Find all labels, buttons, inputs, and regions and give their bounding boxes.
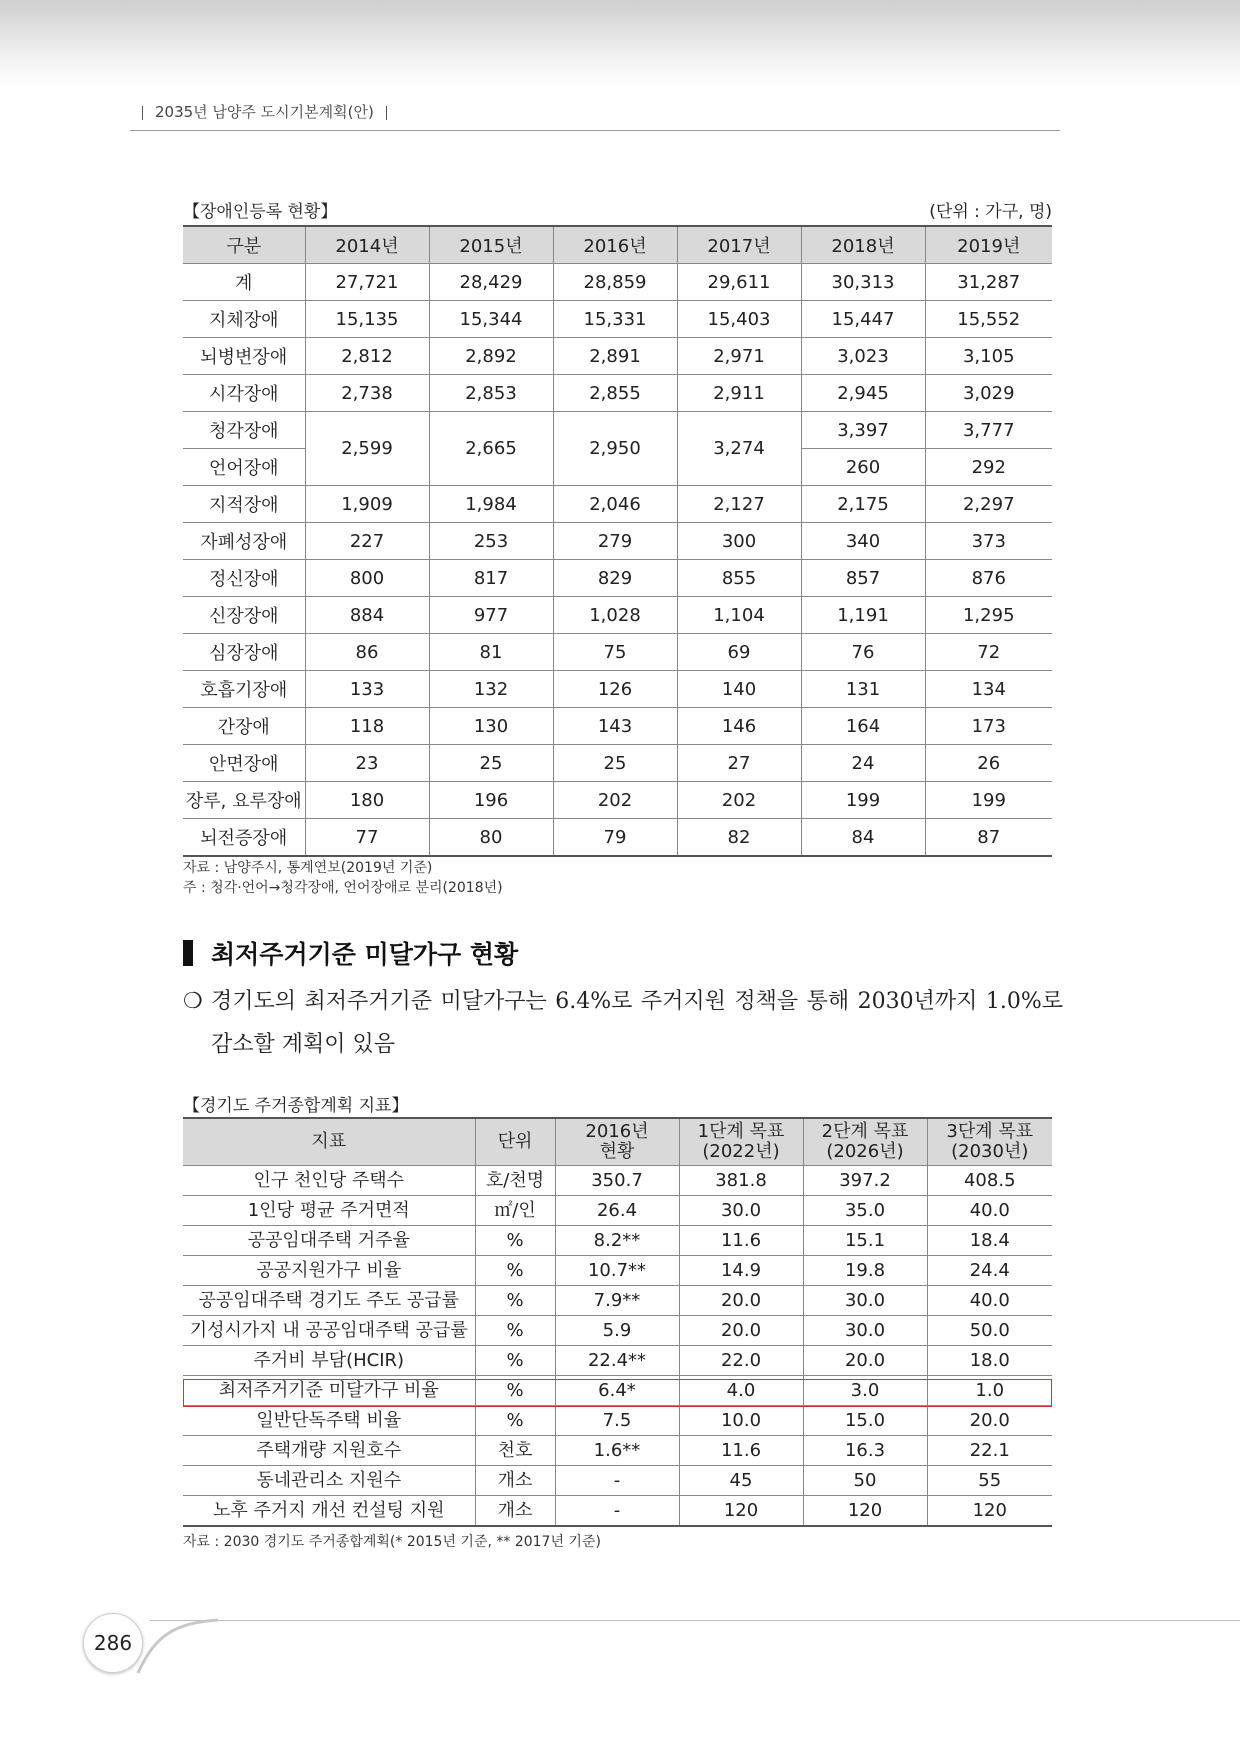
table-cell: 2,891 [553, 338, 677, 375]
table-row [183, 782, 1052, 819]
table-cell: 2,812 [305, 338, 429, 375]
table-cell: 3,777 [925, 412, 1052, 449]
table-cell: 45 [679, 1466, 803, 1496]
table-cell: 26.4 [555, 1196, 679, 1226]
table-cell: 253 [429, 523, 553, 560]
table-cell: 2,599 [305, 412, 429, 486]
table-row [183, 1436, 1052, 1466]
running-header [130, 98, 1060, 131]
table-cell: 2,175 [801, 486, 925, 523]
table1-unit: (단위 : 가구, 명) [929, 202, 1052, 222]
table-cell: % [475, 1256, 555, 1286]
table-row [183, 1496, 1052, 1527]
table-cell: 72 [925, 634, 1052, 671]
table-cell: 지적장애 [183, 486, 305, 523]
table-cell: 50 [803, 1466, 927, 1496]
table-cell: 25 [553, 745, 677, 782]
circle-bullet-icon: ❍ [183, 989, 203, 1014]
table-cell: 3.0 [803, 1376, 927, 1406]
table-cell: 75 [553, 634, 677, 671]
table-cell: 120 [927, 1496, 1052, 1527]
table-cell: 11.6 [679, 1226, 803, 1256]
header-line: 3단계 목표 [946, 1121, 1034, 1142]
page-number: 286 [83, 1613, 143, 1673]
table-row [183, 634, 1052, 671]
table-cell: 87 [925, 819, 1052, 857]
table-cell: 202 [553, 782, 677, 819]
table-cell: 82 [677, 819, 801, 857]
table-cell: 22.0 [679, 1346, 803, 1376]
table-cell: 30.0 [679, 1196, 803, 1226]
table-cell: 126 [553, 671, 677, 708]
table-cell: 202 [677, 782, 801, 819]
table-cell: 876 [925, 560, 1052, 597]
table-row [183, 745, 1052, 782]
table2-header-cell [555, 1118, 679, 1166]
housing-plan-indicator-table [183, 1117, 1052, 1527]
table-cell: 2,950 [553, 412, 677, 486]
table-cell: - [555, 1496, 679, 1527]
table-cell: 일반단독주택 비율 [183, 1406, 475, 1436]
table-cell: 69 [677, 634, 801, 671]
table-cell: 227 [305, 523, 429, 560]
table-cell: 최저주거기준 미달가구 비율 [183, 1376, 475, 1406]
table-cell: 120 [679, 1496, 803, 1527]
table-cell: 공공지원가구 비율 [183, 1256, 475, 1286]
table-cell: 25 [429, 745, 553, 782]
table1-header-cell: 2019년 [925, 226, 1052, 264]
table-cell: 15,447 [801, 301, 925, 338]
table-cell: % [475, 1406, 555, 1436]
table-cell: 간장애 [183, 708, 305, 745]
table-cell: 40.0 [927, 1286, 1052, 1316]
table-cell: 노후 주거지 개선 컨설팅 지원 [183, 1496, 475, 1527]
table-cell: 청각장애 [183, 412, 305, 449]
header-line: 1단계 목표 [697, 1121, 785, 1142]
table-cell: 55 [927, 1466, 1052, 1496]
table1-header-cell: 2014년 [305, 226, 429, 264]
table-row [183, 1346, 1052, 1376]
table-cell: 817 [429, 560, 553, 597]
table-cell: 373 [925, 523, 1052, 560]
table-cell: 28,859 [553, 264, 677, 301]
table-cell: 77 [305, 819, 429, 857]
table-cell: 2,046 [553, 486, 677, 523]
table1-caption: 【장애인등록 현황】 [183, 202, 338, 222]
table-cell: 381.8 [679, 1166, 803, 1196]
table-cell: 15.1 [803, 1226, 927, 1256]
table-cell: 829 [553, 560, 677, 597]
table-cell: 31,287 [925, 264, 1052, 301]
table-cell: 29,611 [677, 264, 801, 301]
table-cell: 2,855 [553, 375, 677, 412]
table-cell: 정신장애 [183, 560, 305, 597]
table-cell: 3,029 [925, 375, 1052, 412]
table-row [183, 412, 1052, 449]
table-cell: 180 [305, 782, 429, 819]
table-row [183, 338, 1052, 375]
table-cell: 3,274 [677, 412, 801, 486]
table-cell: 신장장애 [183, 597, 305, 634]
table-cell: 시각장애 [183, 375, 305, 412]
header-line: 현황 [599, 1141, 635, 1162]
table-cell: 20.0 [679, 1286, 803, 1316]
section-heading-text: 최저주거기준 미달가구 현황 [211, 940, 519, 969]
disability-registration-table [183, 225, 1052, 857]
table-cell: 5.9 [555, 1316, 679, 1346]
table-cell: % [475, 1226, 555, 1256]
table2-header-cell [803, 1118, 927, 1166]
table-cell: 131 [801, 671, 925, 708]
table-cell: 심장장애 [183, 634, 305, 671]
table-cell: 1,295 [925, 597, 1052, 634]
table1-source: 자료 : 남양주시, 통계연보(2019년 기준) [183, 860, 433, 876]
table-cell: 언어장애 [183, 449, 305, 486]
table-cell: 260 [801, 449, 925, 486]
table-cell: 1,909 [305, 486, 429, 523]
table-cell: 800 [305, 560, 429, 597]
table-cell: 340 [801, 523, 925, 560]
table-cell: 개소 [475, 1496, 555, 1527]
table-cell: % [475, 1346, 555, 1376]
table-cell: 2,853 [429, 375, 553, 412]
table-row [183, 1166, 1052, 1196]
table-cell: 15,344 [429, 301, 553, 338]
table1-header-cell: 2015년 [429, 226, 553, 264]
table-cell: 4.0 [679, 1376, 803, 1406]
header-line: (2022년) [702, 1141, 780, 1162]
table-cell: 18.4 [927, 1226, 1052, 1256]
header-line: (2030년) [951, 1141, 1029, 1162]
table-row [183, 1226, 1052, 1256]
table-cell: 350.7 [555, 1166, 679, 1196]
table-cell: 28,429 [429, 264, 553, 301]
table-cell: 79 [553, 819, 677, 857]
table-cell: 2,665 [429, 412, 553, 486]
heading-square-icon [183, 940, 193, 966]
table-cell: 23 [305, 745, 429, 782]
table-cell: 16.3 [803, 1436, 927, 1466]
table-row [183, 301, 1052, 338]
table-cell: 1.6** [555, 1436, 679, 1466]
table-cell: 2,892 [429, 338, 553, 375]
table-cell: 27,721 [305, 264, 429, 301]
table-cell: 계 [183, 264, 305, 301]
table-cell: 22.4** [555, 1346, 679, 1376]
table-cell: 10.0 [679, 1406, 803, 1436]
table-row [183, 264, 1052, 301]
table-cell: 15,331 [553, 301, 677, 338]
section-heading [183, 935, 518, 971]
table-cell: 15,403 [677, 301, 801, 338]
footer-line [150, 1620, 1240, 1621]
table-cell: 14.9 [679, 1256, 803, 1286]
table-cell: 천호 [475, 1436, 555, 1466]
table-cell: 408.5 [927, 1166, 1052, 1196]
table-row [183, 1376, 1052, 1406]
table-row [183, 708, 1052, 745]
table-cell: 공공임대주택 거주율 [183, 1226, 475, 1256]
table-cell: 개소 [475, 1466, 555, 1496]
table2-header-cell: 단위 [475, 1118, 555, 1166]
table-cell: 1인당 평균 주거면적 [183, 1196, 475, 1226]
table-cell: 133 [305, 671, 429, 708]
table-cell: 장루, 요루장애 [183, 782, 305, 819]
table-cell: 뇌병변장애 [183, 338, 305, 375]
table-cell: 397.2 [803, 1166, 927, 1196]
table-cell: 지체장애 [183, 301, 305, 338]
table-cell: % [475, 1316, 555, 1346]
table-cell: 2,738 [305, 375, 429, 412]
table-cell: 30,313 [801, 264, 925, 301]
table-cell: 15,135 [305, 301, 429, 338]
table-cell: 30.0 [803, 1286, 927, 1316]
table-cell: 164 [801, 708, 925, 745]
header-line: 2단계 목표 [821, 1121, 909, 1142]
table-cell: 86 [305, 634, 429, 671]
table-cell: 19.8 [803, 1256, 927, 1286]
table-cell: 20.0 [803, 1346, 927, 1376]
table-row [183, 486, 1052, 523]
table-cell: 7.5 [555, 1406, 679, 1436]
table-cell: 143 [553, 708, 677, 745]
table-cell: 3,397 [801, 412, 925, 449]
table-cell: 주택개량 지원호수 [183, 1436, 475, 1466]
table-cell: 130 [429, 708, 553, 745]
table-cell: 855 [677, 560, 801, 597]
table-row [183, 1316, 1052, 1346]
table-cell: 173 [925, 708, 1052, 745]
table-cell: 300 [677, 523, 801, 560]
table-cell: 884 [305, 597, 429, 634]
table1-caption-row [183, 197, 1052, 222]
table-cell: 40.0 [927, 1196, 1052, 1226]
table-cell: 15.0 [803, 1406, 927, 1436]
table1-header-cell: 2016년 [553, 226, 677, 264]
table-cell: 기성시가지 내 공공임대주택 공급률 [183, 1316, 475, 1346]
table-cell: 27 [677, 745, 801, 782]
table-cell: 호흡기장애 [183, 671, 305, 708]
table-row [183, 671, 1052, 708]
table-cell: 118 [305, 708, 429, 745]
top-gradient-band [0, 0, 1240, 92]
table-cell: 857 [801, 560, 925, 597]
table-cell: 76 [801, 634, 925, 671]
table1-note: 주 : 청각·언어→청각장애, 언어장애로 분리(2018년) [183, 880, 503, 896]
table-cell: 84 [801, 819, 925, 857]
table-cell: % [475, 1376, 555, 1406]
table-cell: 3,105 [925, 338, 1052, 375]
table-cell: % [475, 1286, 555, 1316]
table-cell: 81 [429, 634, 553, 671]
header-line: 2016년 [585, 1121, 649, 1142]
table-row [183, 1286, 1052, 1316]
table-row [183, 819, 1052, 857]
table-cell: 1,028 [553, 597, 677, 634]
table2-source: 자료 : 2030 경기도 주거종합계획(* 2015년 기준, ** 2017년 기준) [183, 1534, 601, 1550]
table2-caption-row [183, 1091, 1052, 1116]
table-cell: 24 [801, 745, 925, 782]
table-cell: 140 [677, 671, 801, 708]
table-cell: 10.7** [555, 1256, 679, 1286]
table-row [183, 1196, 1052, 1226]
table-cell: 1,984 [429, 486, 553, 523]
header-title: 2035년 남양주 도시기본계획(안) [155, 103, 374, 121]
header-line: (2026년) [826, 1141, 904, 1162]
table-cell: 8.2** [555, 1226, 679, 1256]
table-cell: 120 [803, 1496, 927, 1527]
table1-header-row [183, 226, 1052, 264]
table2-header-cell [679, 1118, 803, 1166]
table-cell: 인구 천인당 주택수 [183, 1166, 475, 1196]
table-cell: 호/천명 [475, 1166, 555, 1196]
table-cell: 132 [429, 671, 553, 708]
table-cell: 1.0 [927, 1376, 1052, 1406]
table-cell: 292 [925, 449, 1052, 486]
table-row [183, 523, 1052, 560]
table-cell: 199 [925, 782, 1052, 819]
table-cell: 2,127 [677, 486, 801, 523]
table-cell: 3,023 [801, 338, 925, 375]
table-cell: 1,104 [677, 597, 801, 634]
table-cell: 18.0 [927, 1346, 1052, 1376]
table-cell: 공공임대주택 경기도 주도 공급률 [183, 1286, 475, 1316]
table-cell: 2,971 [677, 338, 801, 375]
table-cell: 2,945 [801, 375, 925, 412]
table-cell: 134 [925, 671, 1052, 708]
table-cell: 15,552 [925, 301, 1052, 338]
header-divider [386, 106, 387, 120]
paragraph-text: 경기도의 최저주거기준 미달가구는 6.4%로 주거지원 정책을 통해 2030년까지 1.0%로 감소할 계획이 있음 [211, 989, 1063, 1057]
table-cell: 199 [801, 782, 925, 819]
table-cell: 35.0 [803, 1196, 927, 1226]
table-row [183, 560, 1052, 597]
table-cell: 11.6 [679, 1436, 803, 1466]
table1-header-cell: 2017년 [677, 226, 801, 264]
table1-header-cell: 구분 [183, 226, 305, 264]
table-cell: 26 [925, 745, 1052, 782]
table-cell: ㎡/인 [475, 1196, 555, 1226]
table-cell: 30.0 [803, 1316, 927, 1346]
table-cell: 80 [429, 819, 553, 857]
table-cell: 279 [553, 523, 677, 560]
table-cell: 7.9** [555, 1286, 679, 1316]
table1-header-cell: 2018년 [801, 226, 925, 264]
table-cell: 안면장애 [183, 745, 305, 782]
table-row [183, 1406, 1052, 1436]
table-cell: 24.4 [927, 1256, 1052, 1286]
table-cell: 977 [429, 597, 553, 634]
header-divider [142, 106, 143, 120]
table2-header-cell: 지표 [183, 1118, 475, 1166]
table-cell: 196 [429, 782, 553, 819]
table-cell: 2,911 [677, 375, 801, 412]
table-cell: 146 [677, 708, 801, 745]
table-cell: 50.0 [927, 1316, 1052, 1346]
footer-swoosh-icon [130, 1615, 220, 1675]
table-cell: 동네관리소 지원수 [183, 1466, 475, 1496]
table-cell: 22.1 [927, 1436, 1052, 1466]
table-cell: 1,191 [801, 597, 925, 634]
table-cell: 2,297 [925, 486, 1052, 523]
table-cell: 20.0 [679, 1316, 803, 1346]
table-row [183, 1466, 1052, 1496]
table-cell: 뇌전증장애 [183, 819, 305, 857]
table-row [183, 375, 1052, 412]
table-cell: 주거비 부담(HCIR) [183, 1346, 475, 1376]
table-row [183, 1256, 1052, 1286]
table-cell: 자폐성장애 [183, 523, 305, 560]
table2-caption: 【경기도 주거종합계획 지표】 [183, 1096, 409, 1116]
table-cell: - [555, 1466, 679, 1496]
table2-header-row [183, 1118, 1052, 1166]
table-cell: 20.0 [927, 1406, 1052, 1436]
table2-header-cell [927, 1118, 1052, 1166]
table-row [183, 597, 1052, 634]
table-cell: 6.4* [555, 1376, 679, 1406]
